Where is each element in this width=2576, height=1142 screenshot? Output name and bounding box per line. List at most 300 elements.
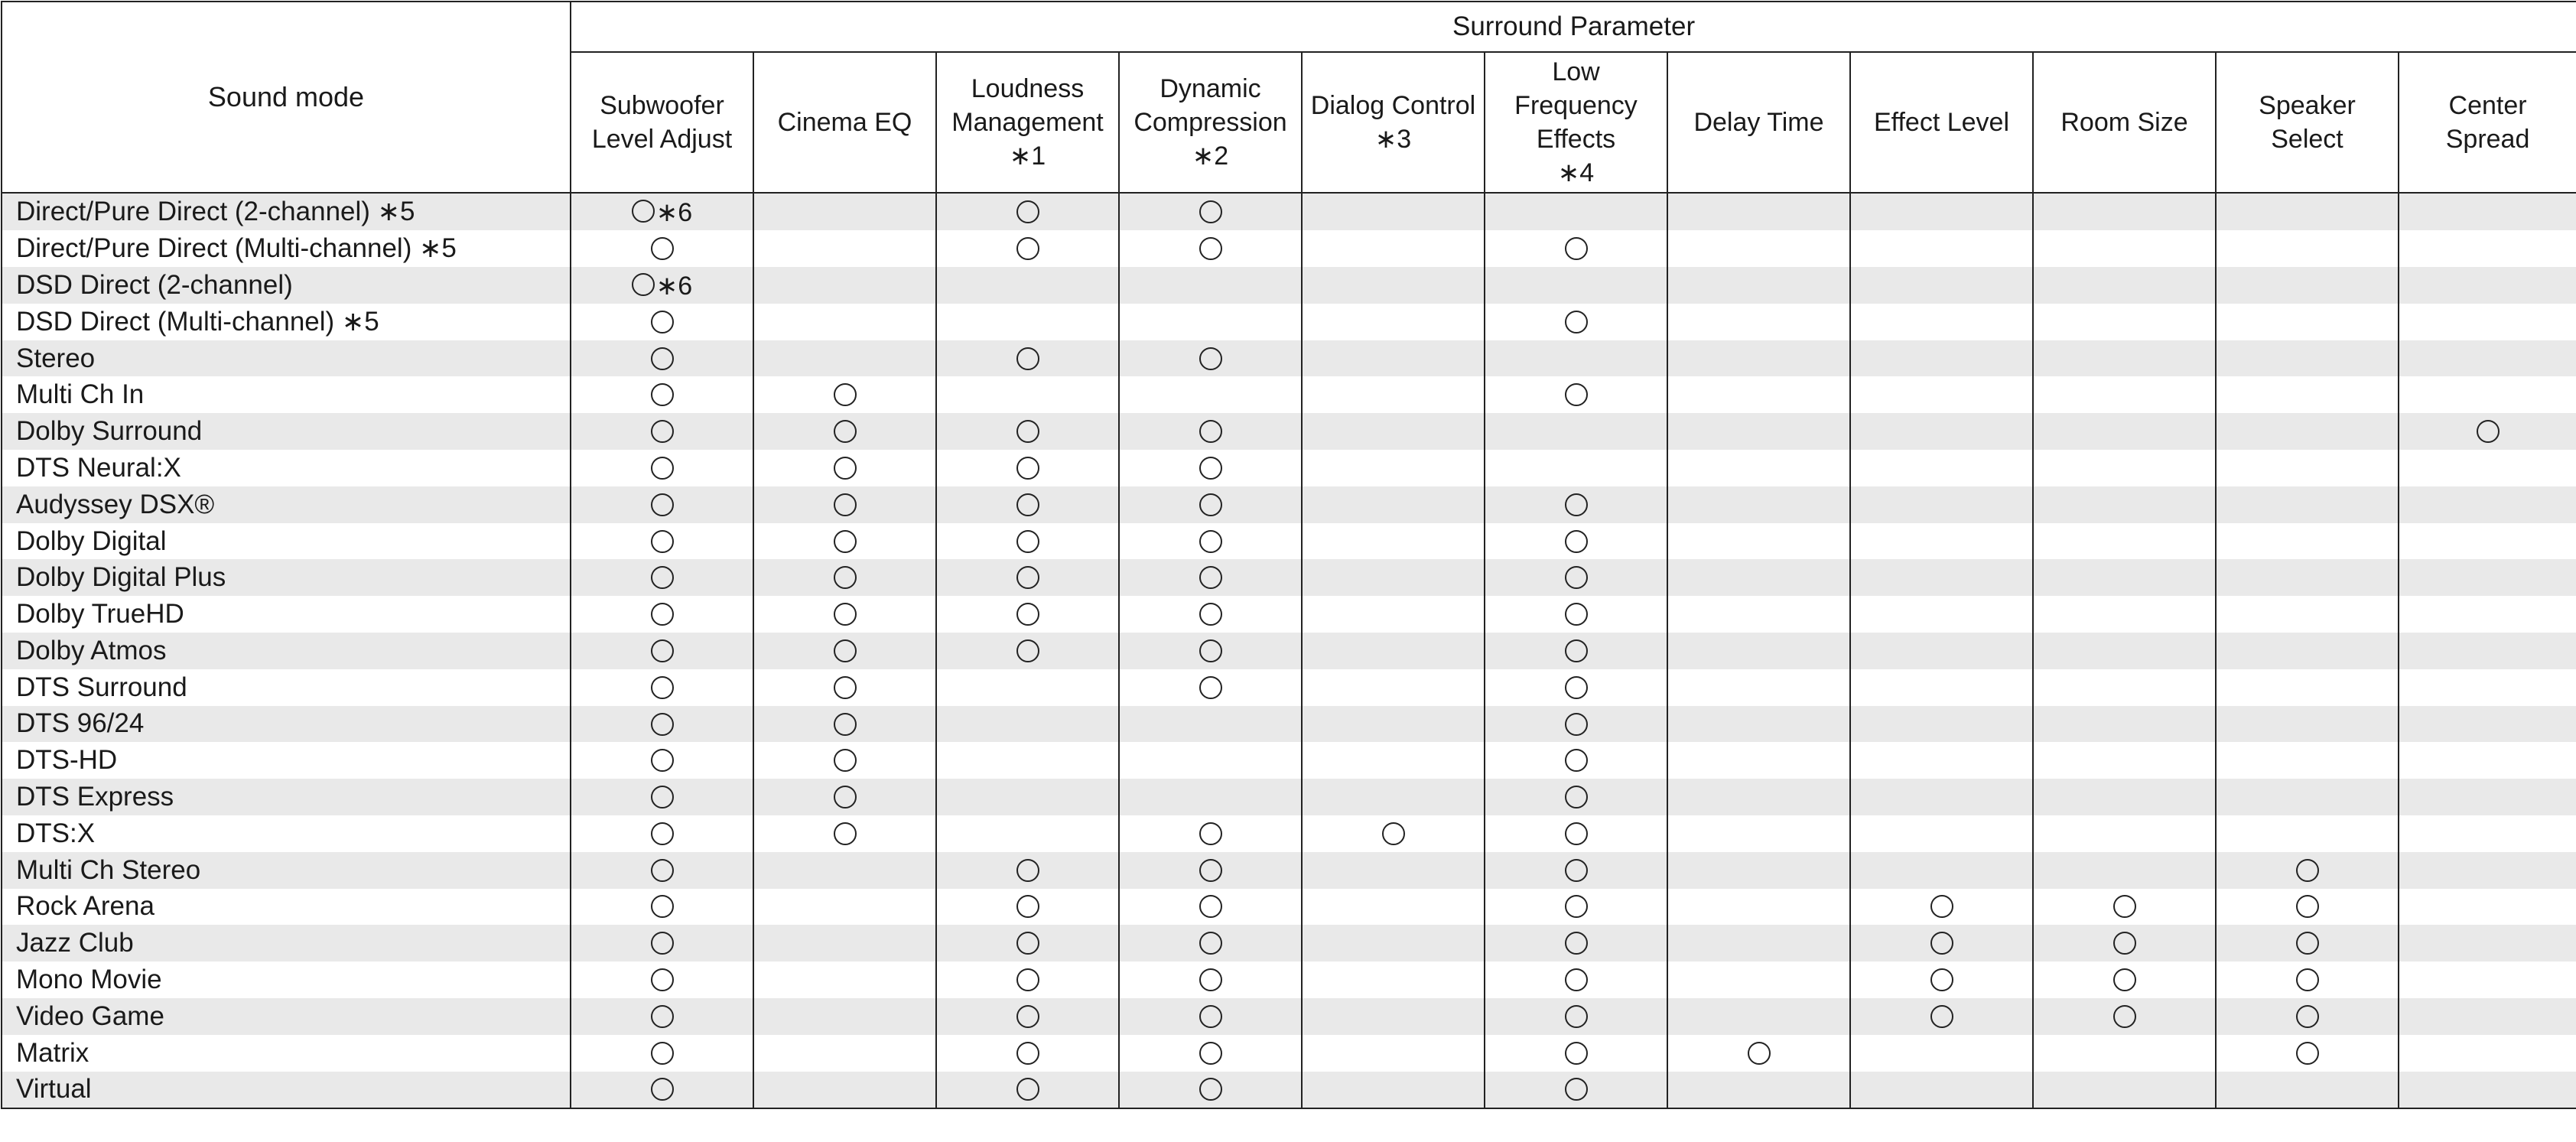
- cell-delay: [1667, 267, 1850, 304]
- cell-effect: [1850, 779, 2033, 815]
- table-body: [2, 193, 2576, 1108]
- cell-center: [2399, 413, 2576, 450]
- column-header-dyn-comp: [1119, 52, 1302, 193]
- cell-loudness: [936, 669, 1119, 706]
- cell-room: [2033, 486, 2216, 523]
- cell-room: [2033, 889, 2216, 926]
- cell-room: [2033, 669, 2216, 706]
- cell-loudness: [936, 450, 1119, 486]
- cell-delay: [1667, 852, 1850, 889]
- cell-dialog: [1302, 559, 1485, 596]
- supported-mark-icon: [1930, 1005, 1953, 1028]
- supported-mark-icon: [1199, 200, 1222, 223]
- cell-speaker: [2216, 961, 2399, 998]
- cell-room: [2033, 523, 2216, 560]
- supported-mark-icon: [1930, 932, 1953, 955]
- column-header-line: Level Adjust: [591, 125, 733, 154]
- cell-delay: [1667, 450, 1850, 486]
- cell-subwoofer: [571, 742, 753, 779]
- table-row: [2, 340, 2576, 377]
- cell-dialog: [1302, 304, 1485, 340]
- cell-effect: [1850, 523, 2033, 560]
- column-header-cinema-eq: [753, 52, 936, 193]
- supported-mark-icon: [1565, 493, 1588, 516]
- cell-delay: [1667, 961, 1850, 998]
- table-row: [2, 742, 2576, 779]
- cell-subwoofer: [571, 1072, 753, 1109]
- supported-mark-icon: [1016, 457, 1039, 480]
- cell-speaker: [2216, 706, 2399, 743]
- cell-effect: [1850, 815, 2033, 852]
- cell-effect: [1850, 340, 2033, 377]
- supported-mark-icon: [2296, 895, 2319, 918]
- cell-subwoofer: [571, 413, 753, 450]
- cell-dialog: [1302, 815, 1485, 852]
- sound-mode-name: DTS Neural:X: [2, 450, 571, 486]
- cell-effect: [1850, 889, 2033, 926]
- surround-parameter-header: Surround Parameter: [571, 2, 2576, 52]
- cell-center: [2399, 340, 2576, 377]
- cell-speaker: [2216, 376, 2399, 413]
- cell-delay: [1667, 706, 1850, 743]
- cell-center: [2399, 852, 2576, 889]
- cell-subwoofer: [571, 523, 753, 560]
- supported-mark-icon: [651, 639, 674, 662]
- cell-dyn-comp: [1119, 523, 1302, 560]
- supported-mark-icon: [651, 786, 674, 809]
- cell-cinema-eq: [753, 1035, 936, 1072]
- cell-speaker: [2216, 1072, 2399, 1109]
- cell-delay: [1667, 1035, 1850, 1072]
- table-row: [2, 267, 2576, 304]
- supported-mark-icon: [1016, 639, 1039, 662]
- supported-mark-icon: [1748, 1042, 1771, 1065]
- cell-delay: [1667, 523, 1850, 560]
- surround-parameter-table: [1, 1, 2576, 1109]
- supported-mark-icon: [651, 237, 674, 260]
- cell-cinema-eq: [753, 559, 936, 596]
- cell-speaker: [2216, 1035, 2399, 1072]
- supported-mark-icon: [834, 383, 857, 406]
- cell-dialog: [1302, 998, 1485, 1035]
- cell-room: [2033, 376, 2216, 413]
- cell-lfe: [1485, 706, 1667, 743]
- cell-speaker: [2216, 304, 2399, 340]
- column-header-effect: [1850, 52, 2033, 193]
- supported-mark-icon: [834, 822, 857, 845]
- cell-room: [2033, 961, 2216, 998]
- cell-delay: [1667, 925, 1850, 961]
- cell-dyn-comp: [1119, 815, 1302, 852]
- cell-effect: [1850, 486, 2033, 523]
- cell-loudness: [936, 633, 1119, 669]
- cell-dyn-comp: [1119, 230, 1302, 267]
- cell-subwoofer: [571, 998, 753, 1035]
- cell-loudness: [936, 559, 1119, 596]
- column-header-line: ∗1: [1009, 142, 1046, 171]
- sound-mode-name: Jazz Club: [2, 925, 571, 961]
- supported-mark-icon: [651, 1005, 674, 1028]
- cell-center: [2399, 559, 2576, 596]
- cell-speaker: [2216, 230, 2399, 267]
- cell-speaker: [2216, 340, 2399, 377]
- cell-room: [2033, 742, 2216, 779]
- cell-delay: [1667, 230, 1850, 267]
- table-row: [2, 304, 2576, 340]
- supported-mark-icon: [1565, 932, 1588, 955]
- supported-mark-icon: [1930, 895, 1953, 918]
- cell-room: [2033, 1072, 2216, 1109]
- sound-mode-name: Multi Ch In: [2, 376, 571, 413]
- header-row-group: [2, 2, 2576, 52]
- sound-mode-name: Audyssey DSX®: [2, 486, 571, 523]
- cell-speaker: [2216, 889, 2399, 926]
- cell-cinema-eq: [753, 998, 936, 1035]
- supported-mark-icon: [1565, 1078, 1588, 1101]
- cell-lfe: [1485, 852, 1667, 889]
- cell-room: [2033, 230, 2216, 267]
- cell-loudness: [936, 779, 1119, 815]
- cell-dialog: [1302, 889, 1485, 926]
- cell-subwoofer: [571, 486, 753, 523]
- table-row: [2, 376, 2576, 413]
- cell-loudness: [936, 413, 1119, 450]
- cell-loudness: [936, 815, 1119, 852]
- cell-lfe: [1485, 779, 1667, 815]
- cell-center: [2399, 596, 2576, 633]
- supported-mark-icon: [651, 566, 674, 589]
- table-row: [2, 413, 2576, 450]
- cell-effect: [1850, 925, 2033, 961]
- cell-effect: [1850, 669, 2033, 706]
- cell-loudness: [936, 340, 1119, 377]
- cell-room: [2033, 413, 2216, 450]
- cell-dialog: [1302, 706, 1485, 743]
- column-header-line: Room Size: [2060, 108, 2188, 137]
- cell-effect: [1850, 1072, 2033, 1109]
- table-row: [2, 852, 2576, 889]
- supported-mark-icon: [1199, 566, 1222, 589]
- sound-mode-name: Dolby Digital: [2, 523, 571, 560]
- cell-lfe: [1485, 523, 1667, 560]
- cell-subwoofer: [571, 376, 753, 413]
- cell-dialog: [1302, 961, 1485, 998]
- cell-dyn-comp: [1119, 961, 1302, 998]
- column-header-line: Effects: [1536, 125, 1616, 154]
- table-row: [2, 559, 2576, 596]
- sound-mode-name: Matrix: [2, 1035, 571, 1072]
- cell-effect: [1850, 633, 2033, 669]
- column-header-line: Subwoofer: [600, 91, 724, 120]
- cell-effect: [1850, 267, 2033, 304]
- column-header-line: ∗3: [1374, 125, 1412, 154]
- cell-dyn-comp: [1119, 413, 1302, 450]
- cell-subwoofer: [571, 340, 753, 377]
- cell-room: [2033, 340, 2216, 377]
- cell-dyn-comp: [1119, 669, 1302, 706]
- column-header-line: Loudness: [971, 74, 1085, 103]
- supported-mark-icon: [1199, 1042, 1222, 1065]
- column-header-line: Cinema EQ: [777, 108, 912, 137]
- column-header-lfe: [1485, 52, 1667, 193]
- cell-center: [2399, 889, 2576, 926]
- cell-loudness: [936, 889, 1119, 926]
- cell-delay: [1667, 889, 1850, 926]
- cell-dyn-comp: [1119, 742, 1302, 779]
- cell-subwoofer: [571, 267, 753, 304]
- supported-mark-icon: [1565, 713, 1588, 736]
- cell-effect: [1850, 376, 2033, 413]
- cell-effect: [1850, 998, 2033, 1035]
- supported-mark-icon: [2296, 932, 2319, 955]
- cell-dialog: [1302, 267, 1485, 304]
- supported-mark-icon: [651, 1078, 674, 1101]
- cell-subwoofer: [571, 852, 753, 889]
- cell-cinema-eq: [753, 413, 936, 450]
- cell-effect: [1850, 706, 2033, 743]
- cell-cinema-eq: [753, 596, 936, 633]
- column-header-line: Low: [1552, 57, 1600, 86]
- cell-dyn-comp: [1119, 193, 1302, 230]
- cell-delay: [1667, 779, 1850, 815]
- cell-effect: [1850, 193, 2033, 230]
- supported-mark-icon: [1199, 493, 1222, 516]
- table-row: [2, 193, 2576, 230]
- supported-mark-icon: [2113, 895, 2136, 918]
- sound-mode-name: Virtual: [2, 1072, 571, 1109]
- cell-delay: [1667, 486, 1850, 523]
- cell-dialog: [1302, 852, 1485, 889]
- cell-cinema-eq: [753, 779, 936, 815]
- cell-lfe: [1485, 596, 1667, 633]
- cell-dialog: [1302, 230, 1485, 267]
- sound-mode-name: DTS-HD: [2, 742, 571, 779]
- cell-lfe: [1485, 559, 1667, 596]
- table-header: [2, 2, 2576, 193]
- sound-mode-name: Direct/Pure Direct (Multi-channel) ∗5: [2, 230, 571, 267]
- table-row: [2, 1035, 2576, 1072]
- cell-dialog: [1302, 413, 1485, 450]
- cell-speaker: [2216, 633, 2399, 669]
- cell-delay: [1667, 413, 1850, 450]
- cell-center: [2399, 706, 2576, 743]
- cell-subwoofer: [571, 779, 753, 815]
- cell-lfe: [1485, 998, 1667, 1035]
- supported-mark-icon: [1199, 639, 1222, 662]
- cell-lfe: [1485, 413, 1667, 450]
- cell-lfe: [1485, 230, 1667, 267]
- cell-center: [2399, 742, 2576, 779]
- column-header-line: Dynamic: [1160, 74, 1261, 103]
- cell-cinema-eq: [753, 633, 936, 669]
- cell-center: [2399, 779, 2576, 815]
- cell-room: [2033, 815, 2216, 852]
- sound-mode-name: DSD Direct (Multi-channel) ∗5: [2, 304, 571, 340]
- cell-room: [2033, 706, 2216, 743]
- table-row: [2, 523, 2576, 560]
- cell-cinema-eq: [753, 889, 936, 926]
- cell-dyn-comp: [1119, 340, 1302, 377]
- supported-mark-icon: [1565, 895, 1588, 918]
- cell-cinema-eq: [753, 706, 936, 743]
- cell-speaker: [2216, 742, 2399, 779]
- cell-loudness: [936, 193, 1119, 230]
- cell-loudness: [936, 230, 1119, 267]
- sound-mode-name: Video Game: [2, 998, 571, 1035]
- cell-loudness: [936, 706, 1119, 743]
- table-row: [2, 486, 2576, 523]
- supported-mark-icon: [1199, 859, 1222, 882]
- cell-dialog: [1302, 486, 1485, 523]
- cell-subwoofer: [571, 596, 753, 633]
- cell-center: [2399, 961, 2576, 998]
- cell-speaker: [2216, 267, 2399, 304]
- supported-mark-icon: [651, 895, 674, 918]
- supported-mark-icon: [632, 200, 655, 223]
- cell-delay: [1667, 193, 1850, 230]
- cell-dyn-comp: [1119, 486, 1302, 523]
- supported-mark-icon: [1565, 311, 1588, 333]
- table-row: [2, 596, 2576, 633]
- sound-mode-name: DTS:X: [2, 815, 571, 852]
- column-header-line: Center: [2448, 91, 2527, 120]
- cell-effect: [1850, 961, 2033, 998]
- supported-mark-icon: [651, 749, 674, 772]
- cell-dyn-comp: [1119, 706, 1302, 743]
- column-header-subwoofer: [571, 52, 753, 193]
- supported-mark-icon: [1382, 822, 1405, 845]
- supported-mark-icon: [2296, 1042, 2319, 1065]
- supported-mark-icon: [651, 859, 674, 882]
- supported-mark-icon: [1199, 676, 1222, 699]
- cell-lfe: [1485, 267, 1667, 304]
- supported-mark-icon: [651, 603, 674, 626]
- supported-mark-icon: [651, 713, 674, 736]
- table-row: [2, 1072, 2576, 1109]
- cell-dialog: [1302, 450, 1485, 486]
- cell-subwoofer: [571, 559, 753, 596]
- supported-mark-icon: [1016, 530, 1039, 553]
- cell-cinema-eq: [753, 486, 936, 523]
- cell-effect: [1850, 450, 2033, 486]
- supported-mark-icon: [2113, 968, 2136, 991]
- cell-center: [2399, 1072, 2576, 1109]
- supported-mark-icon: [1199, 895, 1222, 918]
- cell-effect: [1850, 413, 2033, 450]
- cell-delay: [1667, 669, 1850, 706]
- supported-mark-icon: [1565, 237, 1588, 260]
- cell-speaker: [2216, 815, 2399, 852]
- supported-mark-icon: [1016, 493, 1039, 516]
- cell-dyn-comp: [1119, 559, 1302, 596]
- cell-cinema-eq: [753, 815, 936, 852]
- supported-mark-icon: [1016, 566, 1039, 589]
- cell-dialog: [1302, 376, 1485, 413]
- table-row: [2, 450, 2576, 486]
- supported-mark-icon: [1016, 932, 1039, 955]
- cell-dyn-comp: [1119, 779, 1302, 815]
- cell-room: [2033, 559, 2216, 596]
- table-row: [2, 998, 2576, 1035]
- cell-effect: [1850, 1035, 2033, 1072]
- supported-mark-icon: [1016, 968, 1039, 991]
- cell-subwoofer: [571, 450, 753, 486]
- supported-mark-icon: [1016, 347, 1039, 370]
- cell-subwoofer: [571, 669, 753, 706]
- supported-mark-icon: [651, 457, 674, 480]
- cell-room: [2033, 779, 2216, 815]
- cell-lfe: [1485, 193, 1667, 230]
- cell-dialog: [1302, 596, 1485, 633]
- sound-mode-name: Mono Movie: [2, 961, 571, 998]
- supported-mark-icon: [651, 420, 674, 443]
- cell-subwoofer: [571, 193, 753, 230]
- supported-mark-icon: [1199, 1005, 1222, 1028]
- cell-speaker: [2216, 925, 2399, 961]
- cell-dyn-comp: [1119, 376, 1302, 413]
- sound-mode-name: Dolby Surround: [2, 413, 571, 450]
- table-row: [2, 633, 2576, 669]
- cell-center: [2399, 633, 2576, 669]
- cell-center: [2399, 486, 2576, 523]
- supported-mark-icon: [1199, 347, 1222, 370]
- sound-mode-name: DTS Surround: [2, 669, 571, 706]
- cell-cinema-eq: [753, 961, 936, 998]
- cell-effect: [1850, 304, 2033, 340]
- cell-effect: [1850, 852, 2033, 889]
- cell-delay: [1667, 1072, 1850, 1109]
- supported-mark-icon: [2477, 420, 2500, 443]
- supported-mark-icon: [1199, 822, 1222, 845]
- cell-loudness: [936, 596, 1119, 633]
- column-header-dialog: [1302, 52, 1485, 193]
- supported-mark-icon: [1565, 566, 1588, 589]
- supported-mark-icon: [834, 639, 857, 662]
- cell-center: [2399, 1035, 2576, 1072]
- footnote-ref: ∗6: [655, 271, 693, 301]
- cell-lfe: [1485, 304, 1667, 340]
- supported-mark-icon: [834, 713, 857, 736]
- sound-mode-name: Rock Arena: [2, 889, 571, 926]
- cell-lfe: [1485, 633, 1667, 669]
- cell-lfe: [1485, 889, 1667, 926]
- supported-mark-icon: [834, 457, 857, 480]
- cell-dialog: [1302, 1035, 1485, 1072]
- supported-mark-icon: [651, 530, 674, 553]
- cell-effect: [1850, 230, 2033, 267]
- supported-mark-icon: [1199, 603, 1222, 626]
- supported-mark-icon: [1565, 383, 1588, 406]
- cell-subwoofer: [571, 633, 753, 669]
- column-header-delay: [1667, 52, 1850, 193]
- cell-center: [2399, 450, 2576, 486]
- supported-mark-icon: [1565, 530, 1588, 553]
- supported-mark-icon: [1199, 1078, 1222, 1101]
- sound-mode-name: Dolby Atmos: [2, 633, 571, 669]
- cell-room: [2033, 852, 2216, 889]
- cell-effect: [1850, 742, 2033, 779]
- sound-mode-name: DSD Direct (2-channel): [2, 267, 571, 304]
- cell-dialog: [1302, 633, 1485, 669]
- supported-mark-icon: [1930, 968, 1953, 991]
- cell-speaker: [2216, 852, 2399, 889]
- cell-cinema-eq: [753, 669, 936, 706]
- supported-mark-icon: [651, 822, 674, 845]
- cell-delay: [1667, 998, 1850, 1035]
- cell-lfe: [1485, 961, 1667, 998]
- cell-loudness: [936, 852, 1119, 889]
- supported-mark-icon: [651, 968, 674, 991]
